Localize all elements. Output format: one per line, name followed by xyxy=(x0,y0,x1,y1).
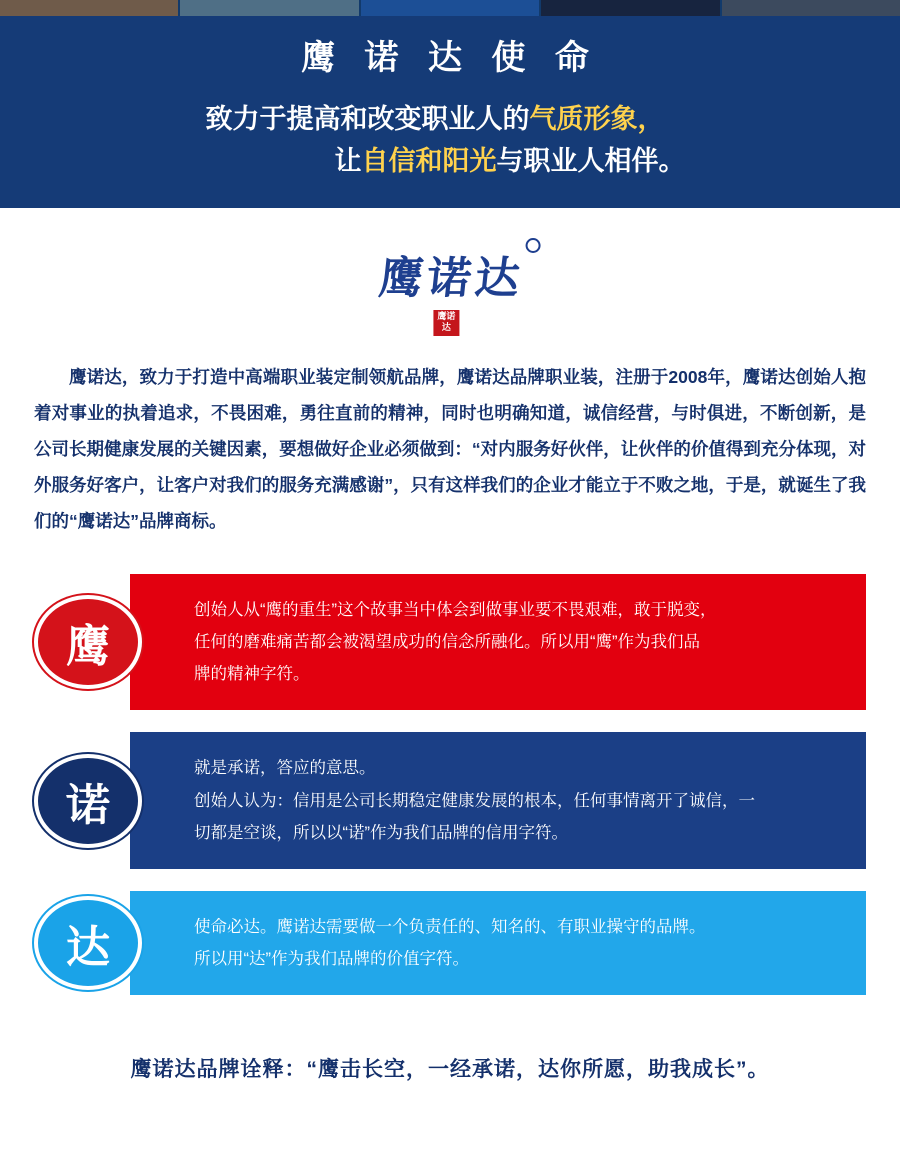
character-text-line: 牌的精神字符。 xyxy=(194,665,310,684)
seal-stamp-icon: 鹰诺达 xyxy=(433,310,459,336)
hero-subtitle-line-1 xyxy=(0,99,900,141)
character-text-line: 切都是空谈，所以以“诺”作为我们品牌的信用字符。 xyxy=(194,823,568,842)
hero-subtitle-line-1-highlight: 气质形象， xyxy=(529,103,665,134)
character-text-line: 任何的磨难痛苦都会被渴望成功的信念所融化。所以用“鹰”作为我们品 xyxy=(194,633,700,652)
brand-slogan: 鹰诺达品牌诠释：“鹰击长空，一经承诺，达你所愿，助我成长”。 xyxy=(130,1058,770,1082)
character-text-line: 所以用“达”作为我们品牌的价值字符。 xyxy=(194,950,469,969)
brand-logo-area xyxy=(0,208,900,354)
character-block-da xyxy=(34,891,866,995)
photo-strip xyxy=(0,0,900,16)
intro-paragraph: 鹰诺达，致力于打造中高端职业装定制领航品牌，鹰诺达品牌职业装，注册于2008年，鹰诺达创始人抱着对事业的执着追求，不畏困难，勇往直前的精神，同时也明确知道，诚信经营，与时俱进，不断创新，是公司长期健康发展的关键因素，要想做好企业必须做到：“对内服务好伙伴，让伙伴的价值得到充分体现，对外服务好客户，让客户对我们的服务充满感谢”，只有这样我们的企业才能立于不败之地，于是，就诞生了我们的“鹰诺达”品牌商标。 xyxy=(34,367,866,531)
photo-thumb xyxy=(541,0,719,16)
character-blocks xyxy=(0,540,900,995)
character-text-da xyxy=(130,891,866,995)
circle-icon xyxy=(526,238,541,253)
character-text-line: 使命必达。鹰诺达需要做一个负责任的、知名的、有职业操守的品牌。 xyxy=(194,917,706,936)
photo-thumb xyxy=(361,0,539,16)
brand-logo-text: 鹰诺达 xyxy=(376,253,526,305)
photo-thumb xyxy=(180,0,358,16)
character-text-line: 创始人认为：信用是公司长期稳定健康发展的根本，任何事情离开了诚信，一 xyxy=(194,791,755,810)
character-text-nuo xyxy=(130,732,866,869)
character-block-nuo xyxy=(34,732,866,869)
character-text-line: 就是承诺，答应的意思。 xyxy=(194,759,376,778)
photo-thumb xyxy=(722,0,900,16)
hero-banner xyxy=(0,16,900,208)
hero-subtitle-line-2-suffix: 与职业人相伴。 xyxy=(496,145,686,176)
hero-subtitle-line-2-highlight: 自信和阳光 xyxy=(361,145,497,176)
hero-subtitle-line-1-text: 致力于提高和改变职业人的 xyxy=(205,103,530,134)
hero-subtitle-line-2-prefix: 让 xyxy=(334,145,362,176)
hero-subtitle-line-2 xyxy=(0,141,900,183)
character-badge-ying: 鹰 xyxy=(34,595,142,689)
photo-thumb xyxy=(0,0,178,16)
character-badge-da: 达 xyxy=(34,896,142,990)
character-text-ying xyxy=(130,574,866,711)
character-badge-nuo: 诺 xyxy=(34,754,142,848)
character-text-line: 创始人从“鹰的重生”这个故事当中体会到做事业要不畏艰难，敢于脱变， xyxy=(194,600,717,619)
hero-title: 鹰 诺 达 使 命 xyxy=(301,39,599,77)
brand-logo xyxy=(373,242,527,336)
character-block-ying xyxy=(34,574,866,711)
